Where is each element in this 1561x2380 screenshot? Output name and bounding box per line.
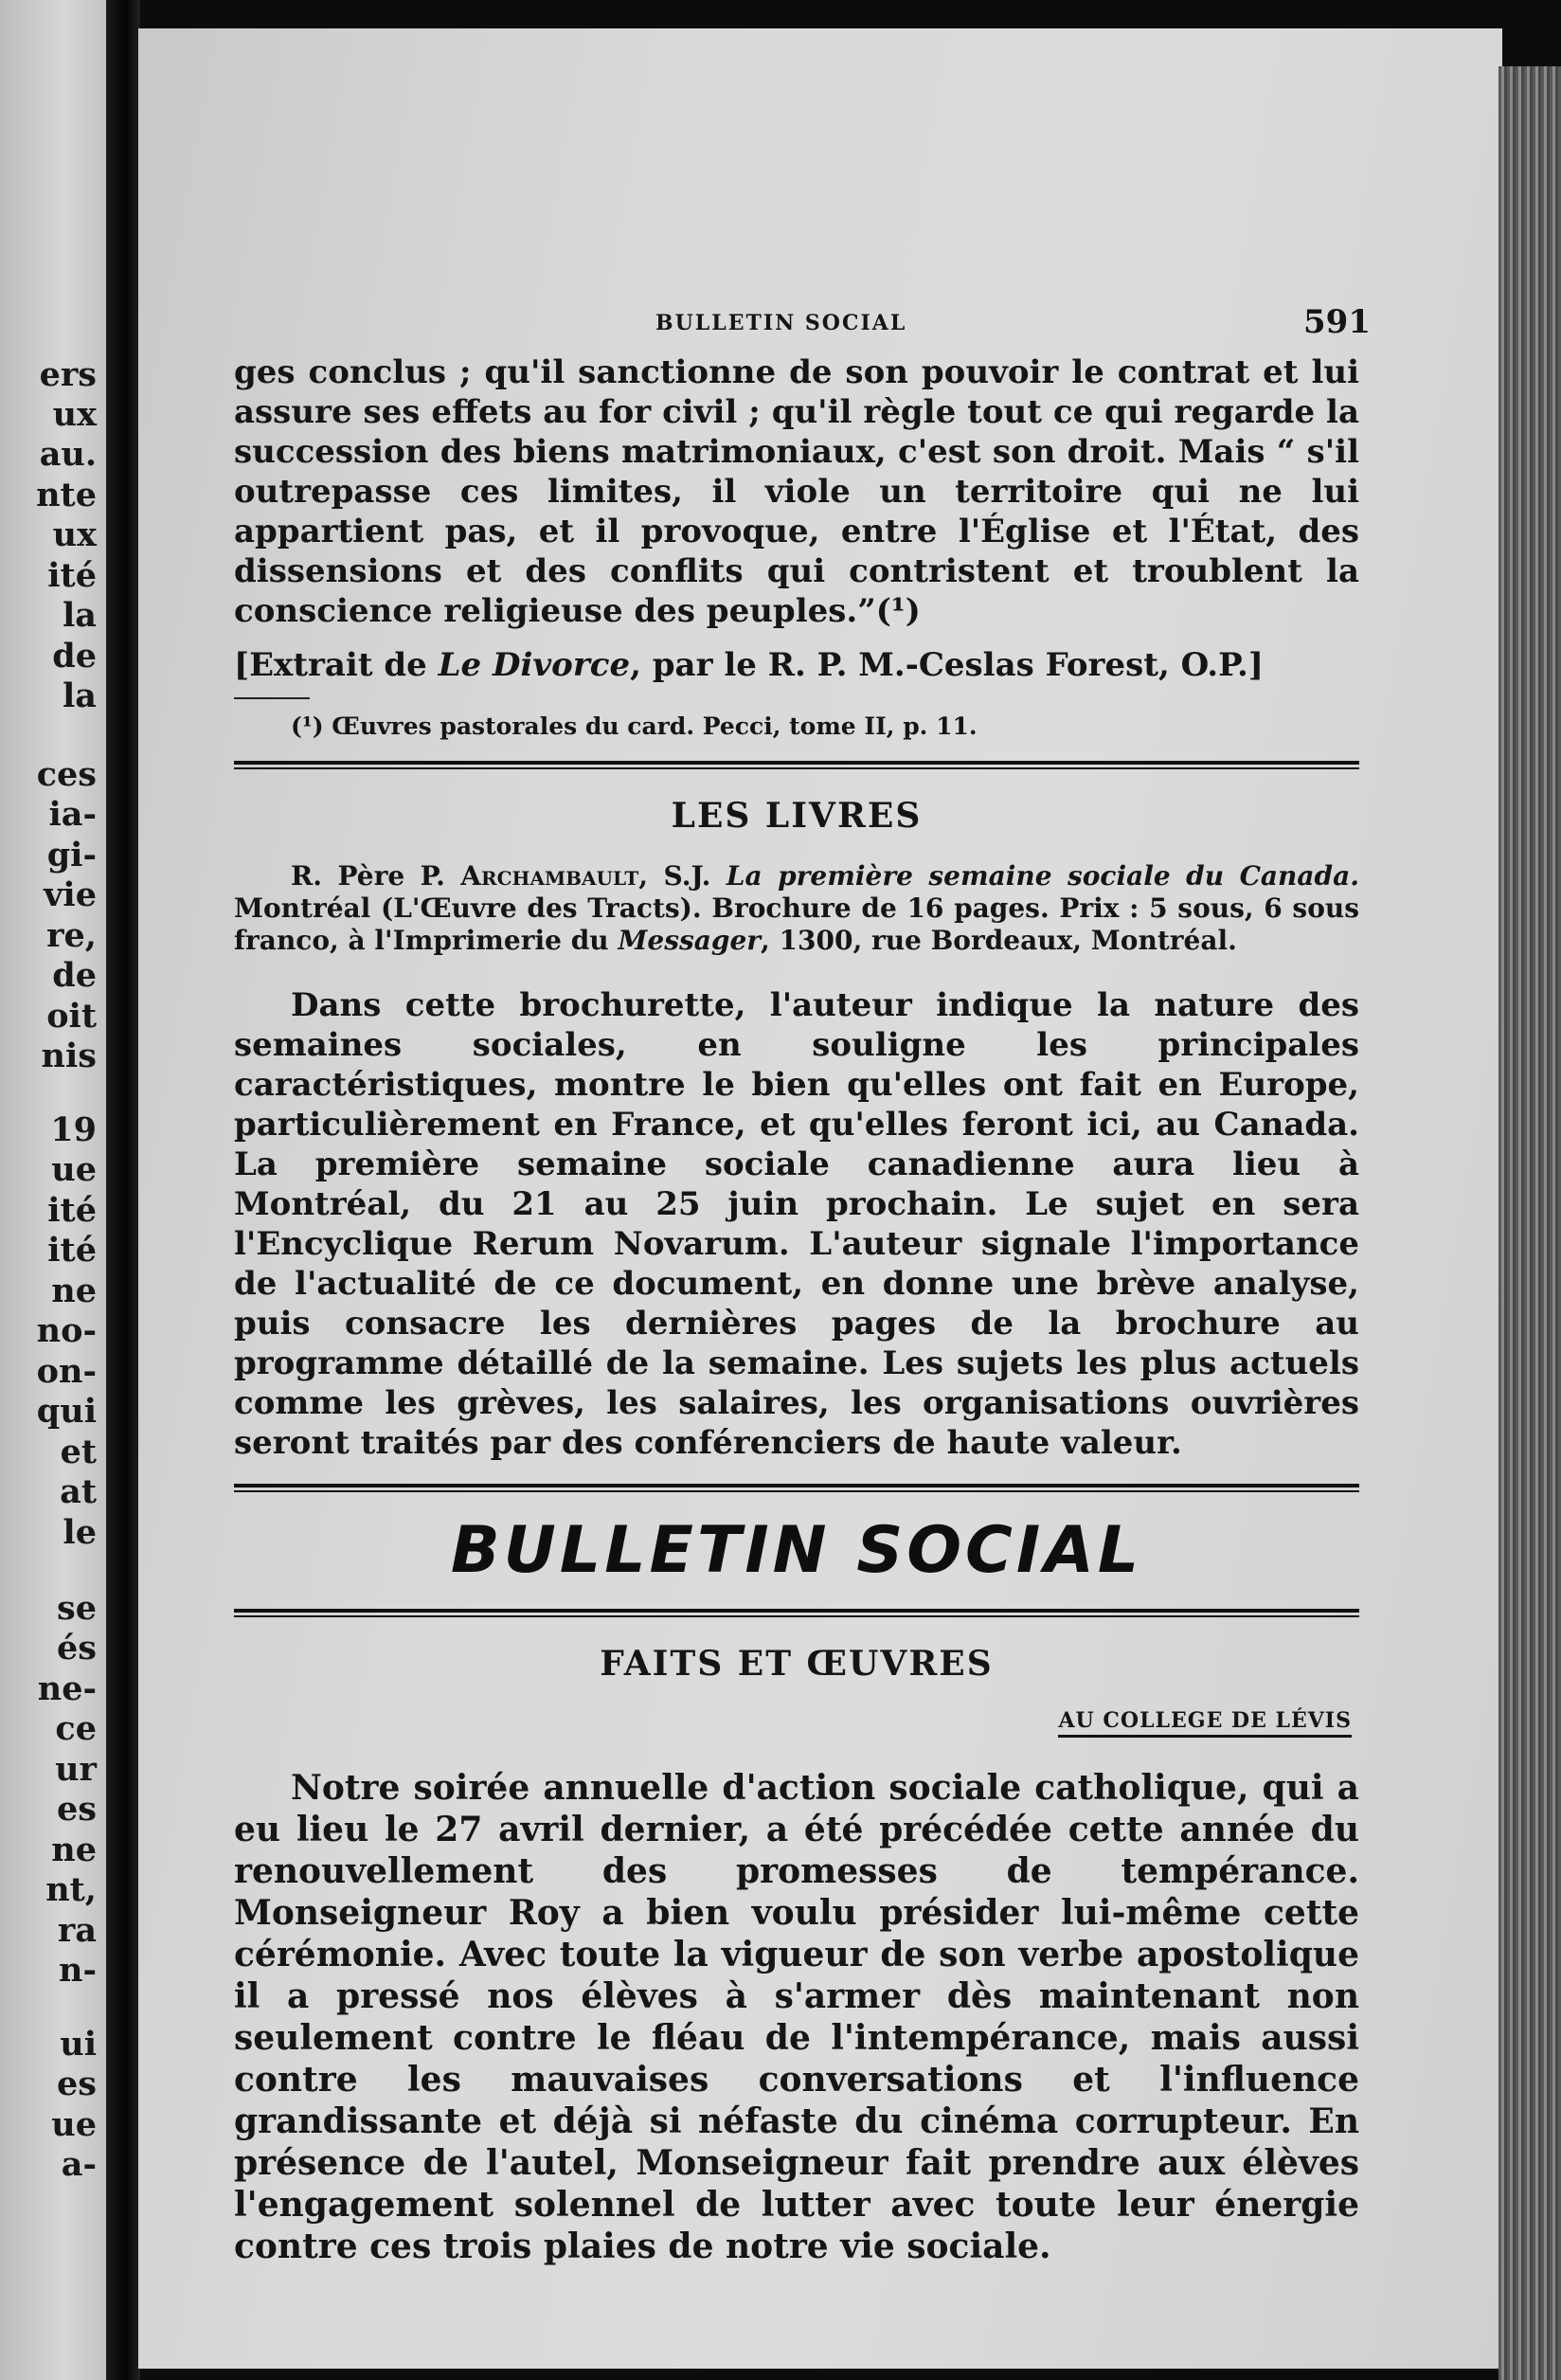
adjacent-page-fragment: a- — [61, 2145, 97, 2184]
credit-prefix: [Extrait de — [234, 646, 439, 684]
adjacent-page-fragment: nt, — [45, 1870, 97, 1909]
adjacent-page-fragment: se — [57, 1589, 97, 1628]
page-content — [234, 303, 1371, 2267]
adjacent-page-fragment: gi- — [46, 836, 97, 874]
adjacent-page-fragment: ux — [52, 395, 97, 434]
adjacent-page-fragment: ces — [36, 755, 97, 794]
adjacent-page-fragment: nte — [36, 476, 97, 514]
ref-publisher: Montréal (L'Œuvre des Tracts). Brochure de 16 pages. Prix : 5 sous, 6 sous franco, à l'Imprimerie du — [234, 892, 1359, 956]
adjacent-page-fragment: ur — [55, 1750, 97, 1789]
book-gutter — [106, 0, 140, 2380]
credit-suffix: , par le R. P. M.-Ceslas Forest, O.P.] — [630, 646, 1264, 684]
adjacent-page-fragment: es — [57, 1790, 97, 1829]
adjacent-page-fragment: ui — [60, 2025, 97, 2064]
banner-rule-top — [234, 1484, 1359, 1492]
adjacent-page-fragment: nis — [41, 1037, 97, 1075]
faits-paragraph: Notre soirée annuelle d'action sociale catholique, qui a eu lieu le 27 avril dernier, a été précédée cette année du renouvellement des promesses de tempérance. Monseigneur Roy a bien voulu présider lui-même cette cérémonie. Avec toute la vigueur de son verbe apostolique il a pressé nos élèves à s'armer dès maintenant non seulement contre le fléau de l'intempérance, mais aussi contre les mauvaises conversations et l'influence grandissante et déjà si néfaste du cinéma corrupteur. En présence de l'autel, Monseigneur fait prendre aux élèves l'engagement solennel de lutter avec toute leur énergie contre ces trois plaies de notre vie sociale. — [234, 1768, 1359, 2266]
adjacent-page-fragment: ra — [57, 1911, 97, 1950]
ref-messager: Messager — [618, 925, 762, 956]
adjacent-page-fragment: ité — [47, 1231, 97, 1270]
adjacent-page-fragment: ia- — [48, 795, 97, 834]
ref-author-suffix: , S.J. — [638, 860, 727, 892]
adjacent-page-fragment: ce — [55, 1709, 97, 1748]
page-number: 591 — [1303, 303, 1371, 341]
adjacent-page-fragment: ne- — [37, 1669, 97, 1708]
adjacent-page-fragment: ne — [51, 1830, 97, 1869]
faits-section-title: FAITS ET ŒUVRES — [600, 1644, 994, 1684]
adjacent-page-fragment: 19 — [50, 1110, 97, 1149]
adjacent-page-fragment: re, — [46, 916, 97, 955]
ref-title: La première semaine sociale du Canada. — [726, 860, 1359, 892]
book-review-paragraph: Dans cette brochurette, l'auteur indique la nature des semaines sociales, en souligne les principales caractéristiques, montre le bien qu'elles ont fait en Europe, particulièrement en France, et qu'elles feront ici, au Canada. La première semaine sociale canadienne aura lieu à Montréal, du 21 au 25 juin prochain. Le sujet en sera l'Encyclique Rerum Novarum. L'auteur signale l'importance de l'actualité de ce document, en donne une brève analyse, puis consacre les dernières pages de la brochure au programme détaillé de la semaine. Les sujets les plus actuels comme les grèves, les salaires, les organisations ouvrières seront traités par des conférenciers de haute valeur. — [234, 986, 1359, 1462]
adjacent-page-fragment: n- — [59, 1951, 97, 1990]
adjacent-page-fragment: de — [52, 956, 97, 995]
running-head — [234, 303, 1371, 352]
adjacent-page-fragment: ité — [47, 1191, 97, 1230]
adjacent-page-fragment: au. — [39, 435, 97, 474]
adjacent-page-fragment: oit — [46, 997, 97, 1036]
running-head-title: BULLETIN SOCIAL — [655, 311, 907, 335]
adjacent-page-fragment: on- — [36, 1352, 97, 1391]
banner-rule-bottom — [234, 1609, 1359, 1617]
book-reference — [234, 860, 1359, 957]
bulletin-social-banner: BULLETIN SOCIAL — [450, 1513, 1143, 1588]
adjacent-page-fragment: vie — [44, 875, 97, 914]
adjacent-page-fragment: ue — [51, 2105, 97, 2144]
adjacent-page-fragment: no- — [36, 1311, 97, 1350]
adjacent-page-fragment: és — [57, 1629, 97, 1668]
adjacent-page-fragment: ne — [51, 1271, 97, 1310]
adjacent-page-fragment: et — [60, 1433, 97, 1471]
adjacent-page-fragment: la — [63, 676, 97, 715]
adjacent-page-fragment: es — [57, 2064, 97, 2103]
adjacent-page-fragment: ité — [47, 556, 97, 595]
adjacent-page-fragment: ue — [51, 1150, 97, 1189]
adjacent-page — [0, 0, 106, 2380]
adjacent-page-fragment: qui — [36, 1392, 97, 1431]
footnote-rule — [234, 697, 310, 699]
adjacent-page-fragment: de — [52, 637, 97, 676]
page-edges — [1498, 66, 1561, 2380]
adjacent-page-fragment: ers — [39, 355, 97, 394]
ref-author: P. Archambault — [420, 860, 639, 892]
section-divider — [234, 761, 1359, 769]
ref-address: , 1300, rue Bordeaux, Montréal. — [761, 925, 1237, 956]
source-credit — [234, 646, 1359, 684]
adjacent-page-fragment: la — [63, 596, 97, 635]
adjacent-page-fragment: at — [60, 1472, 97, 1511]
college-subtitle — [234, 1708, 1352, 1733]
adjacent-page-fragment: le — [63, 1513, 97, 1552]
continuation-paragraph: ges conclus ; qu'il sanctionne de son pouvoir le contrat et lui assure ses effets au for civil ; qu'il règle tout ce qui regarde la succession des biens matrimoniaux, c'est son droit. Mais “ s'il outrepasse ces limites, il viole un territoire qui ne lui appartient pas, et il provoque, entre l'Église et l'État, des dissensions et des conflits qui contristent et troublent la conscience religieuse des peuples.”(¹) — [234, 353, 1359, 630]
ref-author-prefix: R. Père — [291, 860, 421, 892]
college-subtitle-text: AU COLLEGE DE LÉVIS — [1058, 1708, 1352, 1738]
books-section-title: LES LIVRES — [671, 796, 923, 836]
credit-title: Le Divorce — [438, 646, 631, 684]
footnote: (¹) Œuvres pastorales du card. Pecci, tome II, p. 11. — [291, 712, 978, 740]
adjacent-page-fragment: ux — [52, 515, 97, 554]
